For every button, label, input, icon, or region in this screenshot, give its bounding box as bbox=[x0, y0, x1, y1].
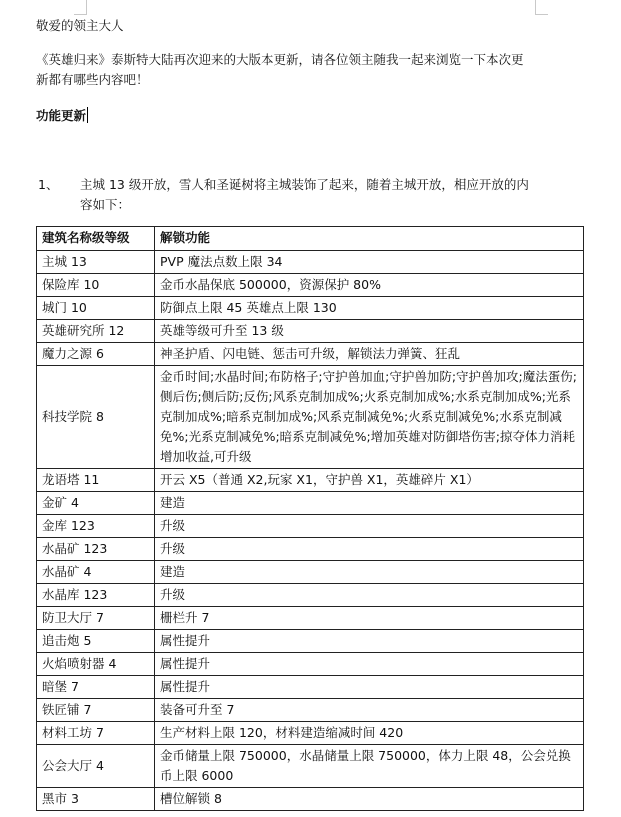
building-name: 材料工坊 7 bbox=[37, 722, 155, 745]
unlock-function: 属性提升 bbox=[155, 676, 584, 699]
list-item-line-1: 主城 13 级开放，雪人和圣诞树将主城装饰了起来，随着主城开放，相应开放的内 bbox=[80, 177, 529, 192]
table-row bbox=[37, 251, 584, 274]
building-name: 黑市 3 bbox=[37, 788, 155, 811]
unlock-function: 升级 bbox=[155, 538, 584, 561]
unlock-function: 属性提升 bbox=[155, 653, 584, 676]
building-name: 科技学院 8 bbox=[37, 366, 155, 469]
table-row bbox=[37, 630, 584, 653]
table-row bbox=[37, 561, 584, 584]
table-row bbox=[37, 653, 584, 676]
page-corner-mark-right bbox=[535, 0, 548, 15]
unlock-function: 生产材料上限 120，材料建造缩减时间 420 bbox=[155, 722, 584, 745]
table-row bbox=[37, 297, 584, 320]
building-name: 保险库 10 bbox=[37, 274, 155, 297]
intro-line-2: 新都有哪些内容吧！ bbox=[36, 72, 149, 87]
unlock-function: 装备可升至 7 bbox=[155, 699, 584, 722]
unlock-function: 建造 bbox=[155, 561, 584, 584]
building-name: 主城 13 bbox=[37, 251, 155, 274]
table-row bbox=[37, 343, 584, 366]
building-name: 金库 123 bbox=[37, 515, 155, 538]
building-name: 金矿 4 bbox=[37, 492, 155, 515]
section-title[interactable] bbox=[36, 106, 88, 124]
header-building: 建筑名称级等级 bbox=[37, 227, 155, 251]
table-row bbox=[37, 469, 584, 492]
table-row bbox=[37, 584, 584, 607]
unlock-function: 建造 bbox=[155, 492, 584, 515]
table-row bbox=[37, 515, 584, 538]
table-row bbox=[37, 745, 584, 788]
building-name: 铁匠铺 7 bbox=[37, 699, 155, 722]
table-row bbox=[37, 699, 584, 722]
building-name: 公会大厅 4 bbox=[37, 745, 155, 788]
unlock-function: 金币水晶保底 500000，资源保护 80% bbox=[155, 274, 584, 297]
intro-line-1: 《英雄归来》泰斯特大陆再次迎来的大版本更新，请各位领主随我一起来浏览一下本次更 bbox=[36, 52, 524, 67]
table-row bbox=[37, 320, 584, 343]
unlock-function: 金币时间;水晶时间;布防格子;守护兽加血;守护兽加防;守护兽加攻;魔法蛋伤;侧后伤;侧后防;反伤;风系克制加成%;火系克制加成%;水系克制加成%;光系克制加成%;暗系克制加成%;风系克制减免%;火系克制减免%;水系克制减免%;光系克制减免%;暗系克制减免%;增加英雄对防御塔伤害;掠夺体力消耗增加收益,可升级 bbox=[155, 366, 584, 469]
table-row bbox=[37, 538, 584, 561]
unlock-function: 神圣护盾、闪电链、惩击可升级，解锁法力弹簧、狂乱 bbox=[155, 343, 584, 366]
header-function: 解锁功能 bbox=[155, 227, 584, 251]
section-title-text: 功能更新 bbox=[36, 108, 87, 123]
unlock-function: 升级 bbox=[155, 515, 584, 538]
unlock-function: PVP 魔法点数上限 34 bbox=[155, 251, 584, 274]
building-name: 英雄研究所 12 bbox=[37, 320, 155, 343]
table-row bbox=[37, 492, 584, 515]
table-header-row bbox=[37, 227, 584, 251]
unlock-function: 防御点上限 45 英雄点上限 130 bbox=[155, 297, 584, 320]
building-name: 魔力之源 6 bbox=[37, 343, 155, 366]
text-cursor bbox=[87, 107, 88, 123]
building-name: 水晶矿 123 bbox=[37, 538, 155, 561]
building-name: 水晶库 123 bbox=[37, 584, 155, 607]
table-row bbox=[37, 607, 584, 630]
unlock-function: 金币储量上限 750000，水晶储量上限 750000，体力上限 48，公会兑换币上限 6000 bbox=[155, 745, 584, 788]
building-name: 龙语塔 11 bbox=[37, 469, 155, 492]
table-row bbox=[37, 676, 584, 699]
list-item-number: 1、 bbox=[38, 177, 59, 192]
building-name: 火焰喷射器 4 bbox=[37, 653, 155, 676]
unlock-function: 槽位解锁 8 bbox=[155, 788, 584, 811]
greeting: 敬爱的领主大人 bbox=[36, 18, 124, 33]
list-item-line-2: 容如下： bbox=[80, 197, 131, 212]
building-name: 防卫大厅 7 bbox=[37, 607, 155, 630]
unlock-function: 栅栏升 7 bbox=[155, 607, 584, 630]
unlock-function: 属性提升 bbox=[155, 630, 584, 653]
unlock-function: 英雄等级可升至 13 级 bbox=[155, 320, 584, 343]
table-row bbox=[37, 788, 584, 811]
building-name: 城门 10 bbox=[37, 297, 155, 320]
page-corner-mark-left bbox=[74, 0, 87, 15]
building-name: 追击炮 5 bbox=[37, 630, 155, 653]
table-row bbox=[37, 722, 584, 745]
building-name: 暗堡 7 bbox=[37, 676, 155, 699]
unlock-table bbox=[36, 226, 584, 811]
unlock-function: 开云 X5（普通 X2,玩家 X1，守护兽 X1，英雄碎片 X1） bbox=[155, 469, 584, 492]
building-name: 水晶矿 4 bbox=[37, 561, 155, 584]
table-row bbox=[37, 274, 584, 297]
table-row bbox=[37, 366, 584, 469]
unlock-function: 升级 bbox=[155, 584, 584, 607]
table-body bbox=[37, 251, 584, 811]
